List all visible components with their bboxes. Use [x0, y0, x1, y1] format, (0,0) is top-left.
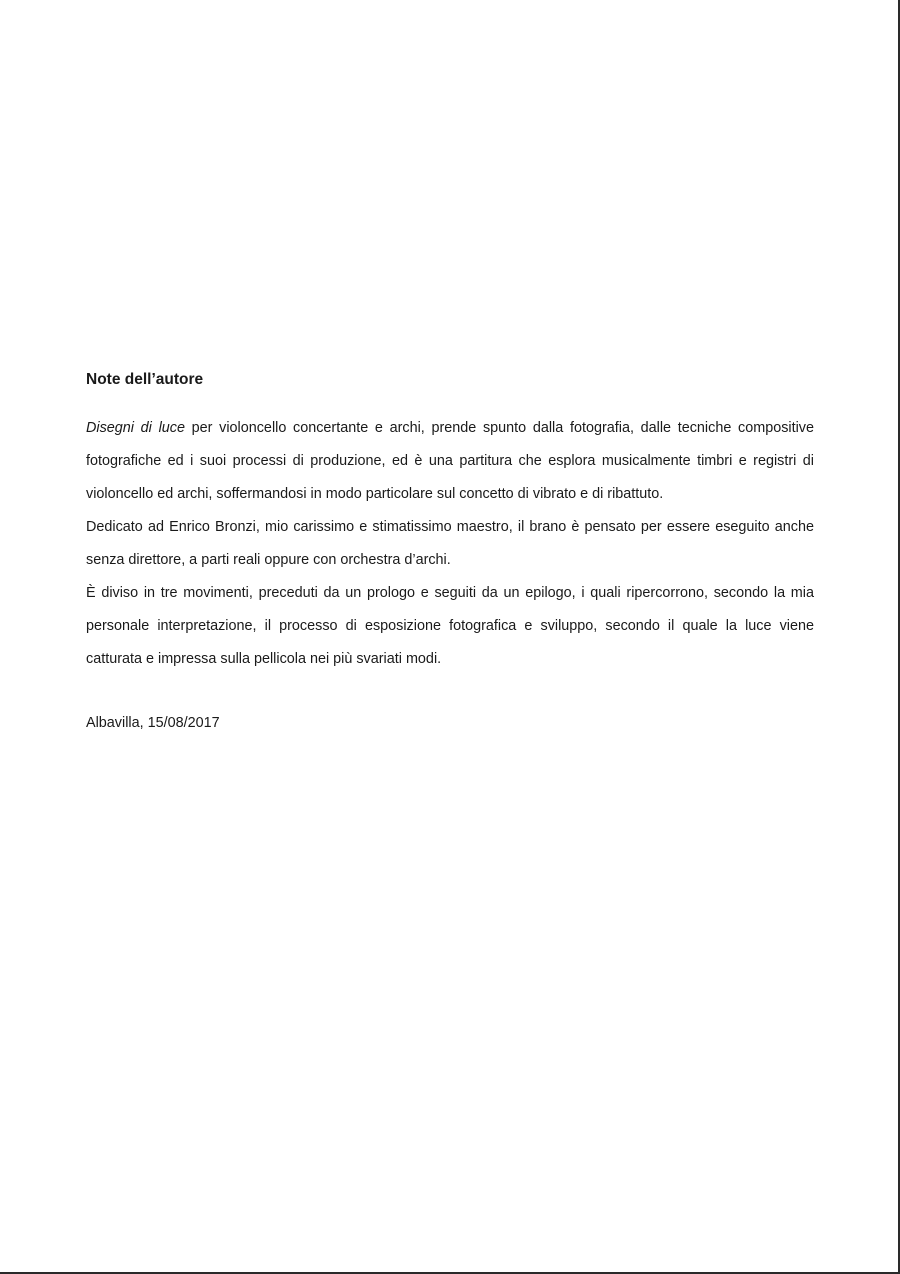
- place-date-signature: Albavilla, 15/08/2017: [86, 715, 220, 731]
- document-body: [86, 368, 814, 735]
- paragraph-intro: [86, 412, 814, 511]
- paragraph-structure: È diviso in tre movimenti, preceduti da un prologo e seguiti da un epilogo, i quali ripercorrono, secondo la mia personale interpretazione, il processo di esposizione fotografica e sviluppo, secondo il quale la luce viene catturata e impressa sulla pellicola nei più svariati modi.: [86, 585, 814, 667]
- paragraph-dedication: Dedicato ad Enrico Bronzi, mio carissimo e stimatissimo maestro, il brano è pensato per essere eseguito anche senza direttore, a parti reali oppure con orchestra d’archi.: [86, 519, 814, 568]
- work-title-italic: Disegni di luce: [86, 420, 185, 436]
- paragraph-intro-text: per violoncello concertante e archi, prende spunto dalla fotografia, dalle tecniche compositive fotografiche ed i suoi processi di produzione, ed è una partitura che esplora musicalmente timbri e registri di violoncello ed archi, soffermandosi in modo particolare sul concetto di vibrato e di ribattuto.: [86, 420, 814, 502]
- document-title: Note dell’autore: [86, 371, 204, 388]
